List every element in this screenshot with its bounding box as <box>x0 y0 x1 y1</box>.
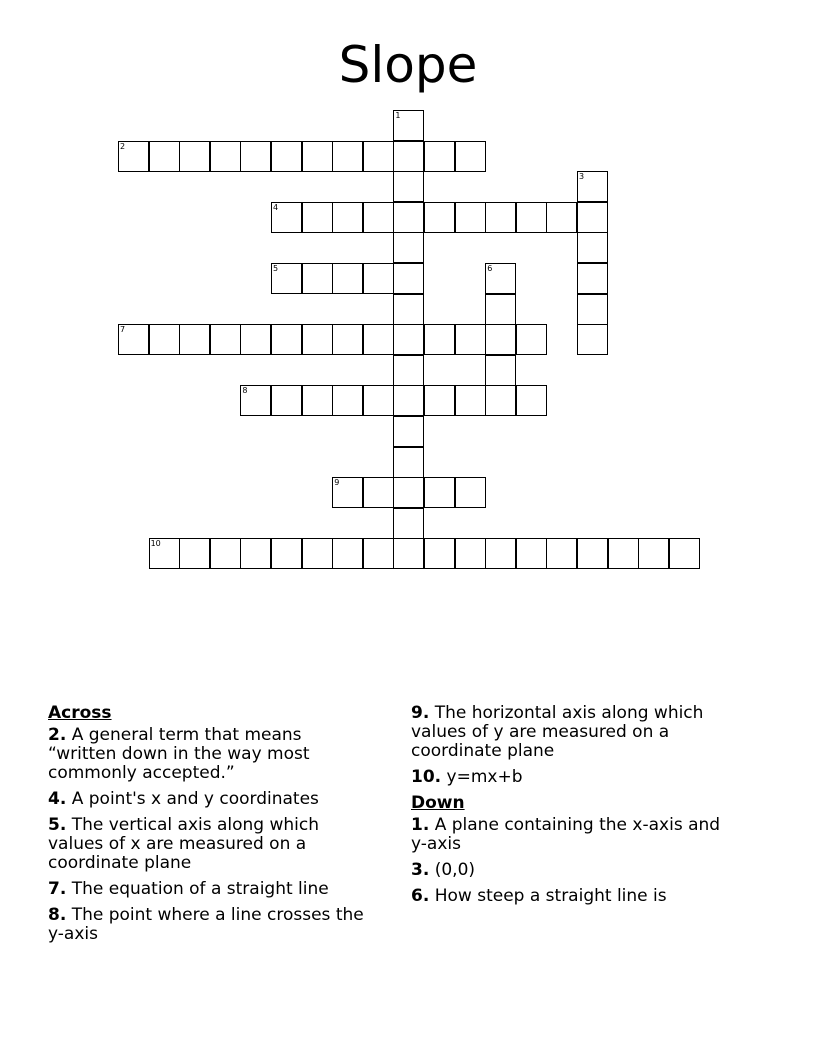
crossword-cell[interactable] <box>577 263 608 294</box>
cell-number: 10 <box>150 539 161 549</box>
crossword-cell[interactable] <box>393 232 424 263</box>
crossword-cell[interactable] <box>363 324 394 355</box>
crossword-cell[interactable] <box>271 385 302 416</box>
clue-down-1: 1. A plane containing the x-axis and y-axis <box>411 815 721 854</box>
crossword-cell[interactable] <box>577 202 608 233</box>
crossword-cell[interactable] <box>240 141 271 172</box>
clue-number: 3 <box>411 860 423 880</box>
crossword-cell[interactable] <box>424 324 455 355</box>
crossword-cell[interactable] <box>669 538 700 569</box>
crossword-cell[interactable] <box>393 110 424 141</box>
clue-down-6: 6. How steep a straight line is <box>411 886 667 906</box>
crossword-cell[interactable] <box>302 324 333 355</box>
clues-column-right <box>411 704 731 913</box>
crossword-cell[interactable] <box>210 324 241 355</box>
crossword-cell[interactable] <box>424 477 455 508</box>
crossword-cell[interactable] <box>332 202 363 233</box>
crossword-cell[interactable] <box>393 355 424 386</box>
clue-text: How steep a straight line is <box>434 886 667 906</box>
crossword-cell[interactable] <box>240 324 271 355</box>
crossword-cell[interactable] <box>210 141 241 172</box>
clue-number: 4 <box>48 789 60 809</box>
crossword-cell[interactable] <box>393 477 424 508</box>
crossword-cell[interactable] <box>332 324 363 355</box>
crossword-cell[interactable] <box>271 324 302 355</box>
crossword-cell[interactable] <box>393 202 424 233</box>
crossword-cell[interactable] <box>393 538 424 569</box>
crossword-cell[interactable] <box>363 477 394 508</box>
crossword-cell[interactable] <box>363 538 394 569</box>
clue-across-9: 9. The horizontal axis along which values of y are measured on a coordinate plane <box>411 703 704 761</box>
clues-column-left <box>48 704 368 951</box>
crossword-cell[interactable] <box>302 263 333 294</box>
clue-across-5: 5. The vertical axis along which values of x are measured on a coordinate plane <box>48 815 320 873</box>
crossword-cell[interactable] <box>271 538 302 569</box>
cell-number: 9 <box>334 478 340 488</box>
clue-number: 8 <box>48 905 60 925</box>
crossword-cell[interactable] <box>363 202 394 233</box>
crossword-cell[interactable] <box>577 538 608 569</box>
crossword-cell[interactable] <box>455 202 486 233</box>
crossword-cell[interactable] <box>149 538 180 569</box>
clue-number: 1 <box>411 815 423 835</box>
crossword-cell[interactable] <box>393 263 424 294</box>
crossword-cell[interactable] <box>302 141 333 172</box>
cell-number: 4 <box>273 202 279 212</box>
cell-number: 8 <box>242 386 248 396</box>
clue-number: 10 <box>411 767 435 787</box>
clue-text: A general term that means “written down in the way most commonly accepted.” <box>48 725 310 783</box>
crossword-cell[interactable] <box>577 232 608 263</box>
down-heading: Down <box>411 793 465 813</box>
clue-across-10: 10. y=mx+b <box>411 767 523 787</box>
crossword-cell[interactable] <box>516 538 547 569</box>
crossword-cell[interactable] <box>424 141 455 172</box>
clue-across-2: 2. A general term that means “written down in the way most commonly accepted.” <box>48 725 310 783</box>
crossword-cell[interactable] <box>455 385 486 416</box>
crossword-cell[interactable] <box>210 538 241 569</box>
crossword-cell[interactable] <box>240 385 271 416</box>
clue-across-7: 7. The equation of a straight line <box>48 879 329 899</box>
crossword-cell[interactable] <box>608 538 639 569</box>
crossword-cell[interactable] <box>485 385 516 416</box>
crossword-cell[interactable] <box>424 202 455 233</box>
cell-number: 7 <box>120 325 126 335</box>
crossword-cell[interactable] <box>179 538 210 569</box>
crossword-cell[interactable] <box>393 385 424 416</box>
crossword-cell[interactable] <box>638 538 669 569</box>
crossword-cell[interactable] <box>332 385 363 416</box>
clue-text: The equation of a straight line <box>71 879 329 899</box>
crossword-cell[interactable] <box>516 385 547 416</box>
clue-text: The point where a line crosses the y-axis <box>48 905 364 944</box>
crossword-cell[interactable] <box>393 141 424 172</box>
crossword-cell[interactable] <box>516 202 547 233</box>
cell-number: 3 <box>579 172 585 182</box>
crossword-cell[interactable] <box>363 141 394 172</box>
crossword-cell[interactable] <box>393 171 424 202</box>
crossword-cell[interactable] <box>455 477 486 508</box>
crossword-cell[interactable] <box>118 141 149 172</box>
crossword-cell[interactable] <box>302 202 333 233</box>
crossword-cell[interactable] <box>240 538 271 569</box>
crossword-cell[interactable] <box>363 263 394 294</box>
crossword-cell[interactable] <box>118 324 149 355</box>
clue-text: y=mx+b <box>446 767 523 787</box>
crossword-cell[interactable] <box>516 324 547 355</box>
crossword-cell[interactable] <box>332 477 363 508</box>
crossword-cell[interactable] <box>485 324 516 355</box>
crossword-cell[interactable] <box>455 538 486 569</box>
crossword-cell[interactable] <box>424 538 455 569</box>
crossword-cell[interactable] <box>179 324 210 355</box>
clue-across-4: 4. A point's x and y coordinates <box>48 789 319 809</box>
crossword-cell[interactable] <box>455 324 486 355</box>
crossword-cell[interactable] <box>546 538 577 569</box>
crossword-cell[interactable] <box>393 416 424 447</box>
crossword-cell[interactable] <box>332 141 363 172</box>
crossword-cell[interactable] <box>485 202 516 233</box>
clue-number: 6 <box>411 886 423 906</box>
crossword-cell[interactable] <box>393 294 424 325</box>
crossword-cell[interactable] <box>485 294 516 325</box>
crossword-cell[interactable] <box>179 141 210 172</box>
clue-text: (0,0) <box>434 860 476 880</box>
puzzle-title: Slope <box>338 36 478 94</box>
clue-number: 9 <box>411 703 423 723</box>
crossword-cell[interactable] <box>424 385 455 416</box>
across-heading: Across <box>48 703 112 723</box>
clue-text: The horizontal axis along which values of y are measured on a coordinate plane <box>411 703 704 761</box>
clue-number: 2 <box>48 725 60 745</box>
crossword-cell[interactable] <box>577 294 608 325</box>
crossword-cell[interactable] <box>577 171 608 202</box>
cell-number: 6 <box>487 264 493 273</box>
clue-text: A plane containing the x-axis and y-axis <box>411 815 721 854</box>
crossword-cell[interactable] <box>363 385 394 416</box>
crossword-cell[interactable] <box>302 538 333 569</box>
crossword-cell[interactable] <box>485 355 516 386</box>
clue-number: 5 <box>48 815 60 835</box>
crossword-cell[interactable] <box>393 324 424 355</box>
crossword-cell[interactable] <box>485 263 516 294</box>
cell-number: 2 <box>120 141 126 151</box>
crossword-cell[interactable] <box>271 141 302 172</box>
cell-number: 5 <box>273 264 279 273</box>
clue-down-3: 3. (0,0) <box>411 860 476 880</box>
crossword-cell[interactable] <box>577 324 608 355</box>
crossword-cell[interactable] <box>455 141 486 172</box>
crossword-cell[interactable] <box>393 447 424 478</box>
crossword-cell[interactable] <box>546 202 577 233</box>
crossword-cell[interactable] <box>485 538 516 569</box>
cell-number: 1 <box>395 111 401 120</box>
crossword-cell[interactable] <box>149 141 180 172</box>
crossword-cell[interactable] <box>393 508 424 539</box>
crossword-cell[interactable] <box>149 324 180 355</box>
crossword-cell[interactable] <box>271 202 302 233</box>
clue-number: 7 <box>48 879 60 899</box>
clue-text: A point's x and y coordinates <box>71 789 319 809</box>
clue-across-8: 8. The point where a line crosses the y-axis <box>48 905 364 944</box>
crossword-cell[interactable] <box>332 538 363 569</box>
crossword-cell[interactable] <box>302 385 333 416</box>
crossword-cell[interactable] <box>271 263 302 294</box>
clue-text: The vertical axis along which values of x are measured on a coordinate plane <box>48 815 320 873</box>
crossword-cell[interactable] <box>332 263 363 294</box>
